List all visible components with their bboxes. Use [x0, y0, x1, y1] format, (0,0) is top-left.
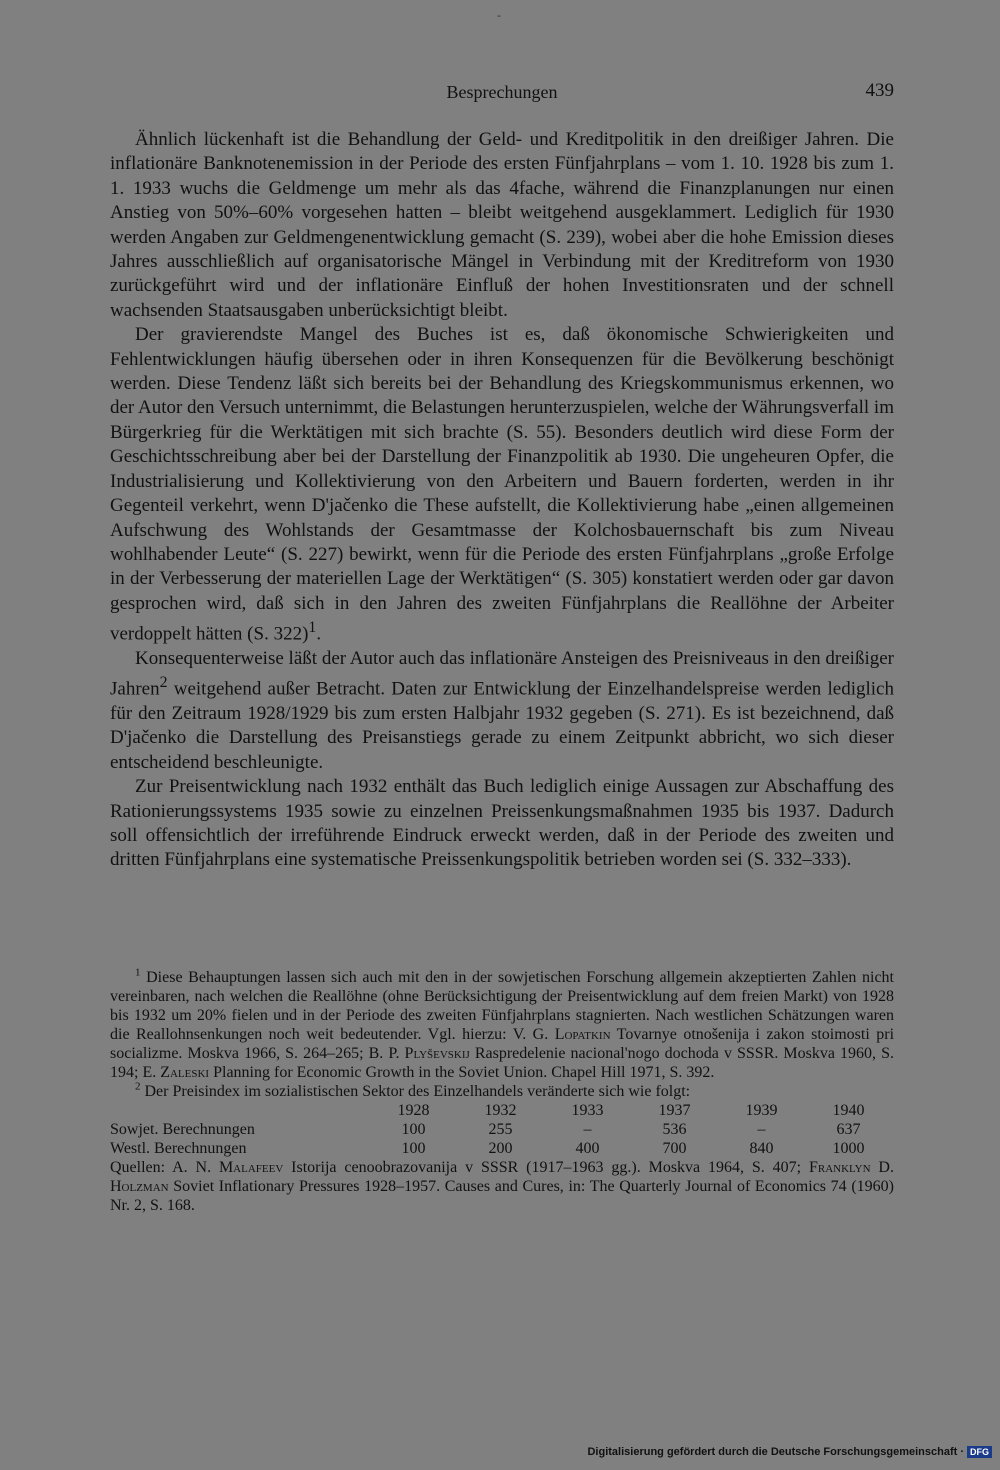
footnote-1-text-d: Planning for Economic Growth in the Soviet Union. Chapel Hill 1971, S. 392. [209, 1064, 715, 1081]
footnote-1-text-b: Tovarnye otnošenija i zakon stoimosti pri socializme. Moskva 1966, S. 264–265; B. P. [110, 1026, 895, 1062]
paragraph-3-text-b: weitgehend außer Betracht. Daten zur Entwicklung der Einzelhandelspreise werden lediglich für den Zeitraum 1928/1929 bis zum ersten Halbjahr 1932 gegeben (S. 271). Es ist bezeichnend, daß D'jačenko die Darstellung des Preisanstiegs gerade zu einem Zeitpunkt abbricht, wo sich dieser entscheidend beschleunigte. [110, 678, 894, 773]
table-cell: 400 [575, 1140, 600, 1157]
year-header: 1928 [397, 1102, 430, 1119]
year-header: 1937 [658, 1102, 691, 1119]
table-cell: – [757, 1121, 766, 1138]
page-number: 439 [865, 80, 894, 101]
row-label: Westl. Berechnungen [110, 1140, 247, 1157]
year-header: 1932 [484, 1102, 517, 1119]
footnote-1-author-2: Plyševskij [404, 1045, 470, 1062]
table-cell: 840 [749, 1140, 774, 1157]
table-cell: 536 [662, 1121, 687, 1138]
scan-mark: - [497, 8, 501, 22]
footnote-2-sources [110, 1158, 894, 1215]
footer-text: Digitalisierung gefördert durch die Deutsche Forschungsgemeinschaft · [587, 1446, 964, 1458]
paragraph-2-text: Der gravierendste Mangel des Buches ist es, daß ökonomische Schwierigkeiten und Fehlentwicklungen häufig übersehen oder in ihren Konsequenzen für die Bevölkerung beschönigt werden. Diese Tendenz läßt sich bereits bei der Behandlung des Kriegskommunismus erkennen, wo der Autor den Versuch unternimmt, die Belastungen herunterzuspielen, welche der Währungsverfall im Bürgerkrieg für die Werktätigen mit sich brachte (S. 55). Besonders deutlich wird diese Form der Geschichtsschreibung aber bei der Darstellung der Finanzpolitik ab 1930. Die ungeheuren Opfer, die Industrialisierung und Kollektivierung von den Arbeitern und Bauern forderten, werden in ihr Gegenteil verkehrt, wenn D'jačenko die These aufstellt, die Kollektivierung habe „einen allgemeinen Aufschwung des Wohlstands der Gesamtmasse der Kolchosbauernschaft bis zum Niveau wohlhabender Leute“ (S. 227) bewirkt, wenn für die Periode des ersten Fünfjahrplans „große Erfolge in der Verbesserung der materiellen Lage der Werktätigen“ (S. 305) konstatiert werden oder gar davon gesprochen wird, daß sich in den Jahren des zweiten Fünfjahrplans die Reallöhne der Arbeiter verdoppelt hätten (S. 322) [110, 324, 894, 645]
paragraph-1: Ähnlich lückenhaft ist die Behandlung der Geld- und Kreditpolitik in den dreißiger Jahren. Die inflationäre Banknotenemission in der Periode des ersten Fünfjahrplans – vom 1. 10. 1928 bis zum 1. 1. 1933 wuchs die Geldmenge um mehr als das 4fache, während die Finanzplanungen nur einen Anstieg von 50%–60% vorgesehen hatten – bleibt weitgehend ausgeklammert. Lediglich für 1930 werden Angaben zur Geldmengenentwicklung gemacht (S. 239), wobei aber die hohe Emission dieses Jahres ausschließlich auf organisatorische Mängel in Verbindung mit der Kreditreform von 1930 zurückgeführt wird und der inflationäre Einfluß der hohen Investitionsraten und der schnell wachsenden Staatsausgaben unberücksichtigt bleibt. [110, 129, 894, 321]
body-text [110, 128, 894, 873]
table-header-empty [110, 1101, 370, 1120]
row-label: Sowjet. Berechnungen [110, 1121, 255, 1138]
sources-author-2: Franklyn D. Holzman [110, 1159, 894, 1195]
table-cell: 637 [836, 1121, 861, 1138]
table-cell: 100 [401, 1140, 426, 1157]
page-header [110, 80, 894, 110]
table-cell: – [583, 1121, 592, 1138]
running-title: Besprechungen [446, 82, 558, 102]
footnote-1-text-c: Raspredelenie nacional'nogo dochoda v SSSR. Moskva 1960, S. 194; E. [110, 1045, 895, 1081]
footnote-1 [110, 968, 894, 1082]
paragraph-3-text-a: Konsequenterweise läßt der Autor auch das inflationäre Ansteigen des Preisniveaus in den dreißiger Jahren [110, 647, 894, 700]
digitization-footer [0, 1446, 992, 1458]
table-cell: 255 [488, 1121, 513, 1138]
footnote-2 [110, 1082, 894, 1101]
sources-text-c: Soviet Inflationary Pressures 1928–1957. Causes and Cures, in: The Quarterly Journal of Economics 74 (1960) Nr. 2, S. 168. [110, 1178, 894, 1214]
paragraph-4: Zur Preisentwicklung nach 1932 enthält das Buch lediglich einige Aussagen zur Abschaffung des Rationierungssystems 1935 sowie zu einzelnen Preissenkungsmaßnahmen 1935 bis 1937. Dadurch soll offensichtlich der irreführende Eindruck erweckt werden, daß in der Periode des zweiten und dritten Fünfjahrplans eine systematische Preissenkungspolitik betrieben worden sei (S. 332–333). [110, 776, 894, 871]
year-header: 1939 [745, 1102, 778, 1119]
footnote-ref-2: 2 [159, 674, 168, 692]
footnotes [110, 968, 894, 1215]
table-row [110, 1139, 892, 1158]
dfg-logo: DFG [967, 1446, 992, 1458]
paragraph-3 [110, 647, 894, 775]
table-row [110, 1120, 892, 1139]
footnote-2-number: 2 [135, 1080, 141, 1093]
table-cell: 100 [401, 1121, 426, 1138]
footnote-1-text-a: Diese Behauptungen lassen sich auch mit den in der sowjetischen Forschung allgemein akzeptierten Zahlen nicht vereinbaren, nach welchen die Reallöhne (ohne Berücksichtigung der Preisentwicklung auf dem freien Markt) von 1928 bis 1932 um 20% fielen und in der Periode des zweiten Fünfjahrplans stagnierten. Nach westlichen Schätzungen waren die Reallohnsenkungen noch weit bedeutender. Vgl. hierzu: V. G. [110, 969, 894, 1043]
footnote-1-author-3: Zaleski [160, 1064, 210, 1081]
price-index-table [110, 1101, 892, 1158]
year-header: 1933 [571, 1102, 604, 1119]
paragraph-2 [110, 323, 894, 647]
sources-text-b: Istorija cenoobrazovanija v SSSR (1917–1963 gg.). Moskva 1964, S. 407; [283, 1159, 809, 1176]
table-cell: 700 [662, 1140, 687, 1157]
table-cell: 1000 [832, 1140, 865, 1157]
paragraph-2-end: . [316, 623, 322, 645]
year-header: 1940 [832, 1102, 865, 1119]
table-cell: 200 [488, 1140, 513, 1157]
footnote-1-author-1: Lopatkin [554, 1026, 611, 1043]
sources-author-1: Malafeev [218, 1159, 284, 1176]
footnote-2-text: Der Preisindex im sozialistischen Sektor des Einzelhandels veränderte sich wie folgt: [140, 1083, 691, 1100]
footnote-1-number: 1 [135, 966, 141, 979]
table-header-row [110, 1101, 892, 1120]
sources-text-a: Quellen: A. N. [110, 1159, 219, 1176]
footnote-ref-1: 1 [308, 619, 317, 637]
